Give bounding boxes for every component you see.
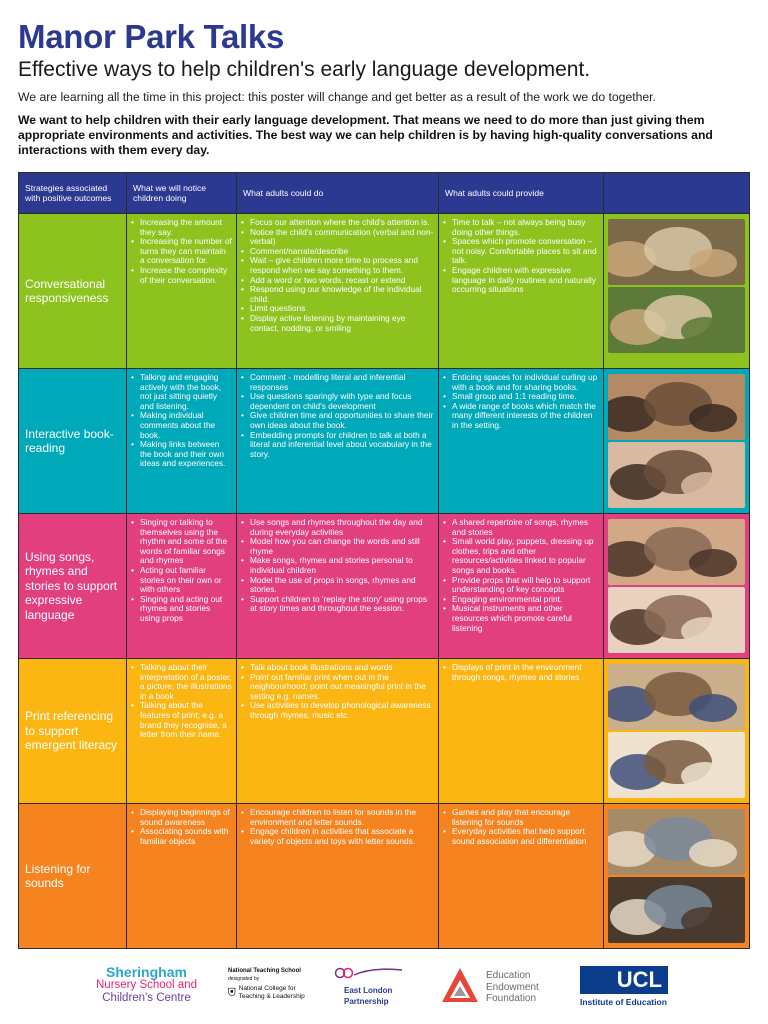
ucl-institute: Institute of Education [580,997,667,1007]
list-item: • Increasing the number of turns they can maintain a conversation for. [131,237,232,266]
east-london-partnership-logo [332,966,412,1006]
list-item: • Notice the child's communication (verbal and non-verbal) [241,228,434,247]
list-item: • Making individual comments about the book. [131,411,232,440]
table-row [19,659,750,804]
table-row [19,214,750,369]
children-with-props-photo [608,587,745,653]
list-item: • Display active listening by maintaining eye contact, nodding, or smiling [241,314,434,333]
list-item: • Enticing spaces for individual curling up with a book and for sharing books. [443,373,599,392]
list-item: • Use activities to develop phonological awareness through rhymes, music etc. [241,701,434,720]
adults-provide-cell [439,369,604,514]
children-singing-photo [608,519,745,585]
strategies-table [18,172,750,949]
photos-cell [604,369,750,514]
list-item: • Respond using our knowledge of the individual child. [241,285,434,304]
list-item: • Support children to 'replay the story' using props at story times and throughout the session. [241,595,434,614]
list-item: • A wide range of books which match the many different interests of the children in the setting. [443,402,599,431]
notice-cell [127,214,237,369]
list-item: • Use questions sparingly with type and focus dependent on child's development [241,392,434,411]
list-item: • A shared repertoire of songs, rhymes and stories [443,518,599,537]
list-item: • Making links between the book and their own ideas and experiences. [131,440,232,469]
sheringham-logo-line1: Sheringham [106,964,187,980]
strategy-cell: Interactive book-reading [19,369,127,514]
list-item: • Increase the complexity of their conversation. [131,266,232,285]
list-item: • Time to talk – not always being busy doing other things. [443,218,599,237]
list-item: • Displays of print in the environment through songs, rhymes and stories [443,663,599,682]
adults-do-cell [237,214,439,369]
eef-logo [440,966,560,1009]
adult-reading-to-children-photo [608,664,745,730]
east-london-line1: East London [344,986,393,995]
national-teaching-school-logo [228,968,318,1000]
notice-cell [127,659,237,804]
brand-logos-photo [608,732,745,798]
eef-line1: Education [486,970,531,981]
list-item: • Singing or talking to themselves using the rhythm and some of the words of familiar songs and rhymes [131,518,232,566]
sheringham-logo-line2: Nursery School and [96,979,197,991]
children-reading-photo [608,374,745,440]
ucl-box [580,966,668,994]
list-item: • Point out familiar print when out in the neighbourhood; point out meaningful print in the setting e.g. names. [241,673,434,702]
sheringham-logo-line3: Children's Centre [102,992,191,1004]
page-title: Manor Park Talks [18,18,285,55]
crest-icon [228,985,236,999]
eef-line2: Endowment [486,981,539,993]
eef-line3: Foundation [486,993,537,1004]
list-item: • Engaging environmental print. [443,595,599,605]
list-item: • Engage children with expressive language in daily routines and naturally occurring situations [443,266,599,295]
table-row [19,369,750,514]
adults-do-cell [237,369,439,514]
page-subtitle: Effective ways to help children's early language development. [18,58,591,81]
adults-provide-cell [439,659,604,804]
children-outdoor-play-photo [608,219,745,285]
children-at-table-photo [608,809,745,875]
intro-text: We are learning all the time in this project: this poster will change and get better as a result of the work we do together. [18,90,656,104]
list-item: • Games and play that encourage listening for sounds [443,808,599,827]
sheringham-logo [96,966,197,1005]
adults-do-cell [237,514,439,659]
header-adults-provide: What adults could provide [439,173,604,214]
list-item: • Talking about the features of print; e.g. a brand they recognise, a letter from their name. [131,701,232,739]
photos-cell [604,659,750,804]
list-item: • Comment - modelling literal and inferential responses [241,373,434,392]
intro-bold-text: We want to help children with their early language development. That means we need to do more than just giving them appropriate environments and activities. The best way we can help children is by having high-quality conversations and interactions with them every day. [18,113,713,157]
notice-cell [127,369,237,514]
list-item: • Spaces which promote conversation – not noisy. Comfortable places to sit and talk. [443,237,599,266]
table-row [19,514,750,659]
photos-cell [604,514,750,659]
list-item: • Make songs, rhymes and stories personal to individual children [241,556,434,575]
list-item: • Displaying beginnings of sound awareness [131,808,232,827]
ucl-logo [580,966,680,1007]
nts-designated: designated by [228,975,260,982]
list-item: • Provide props that will help to support understanding of key concepts [443,576,599,595]
table-row [19,804,750,949]
list-item: • Singing and acting out rhymes and stories using props [131,595,232,624]
list-item: • Focus our attention where the child's attention is. [241,218,434,228]
list-item: • Add a word or two words, recast or extend [241,276,434,286]
nts-heading: National Teaching School [228,968,301,974]
nts-college: National College for Teaching & Leadership [238,985,305,1000]
east-london-swirl-icon [332,967,404,979]
strategy-cell: Conversational responsiveness [19,214,127,369]
photos-cell [604,214,750,369]
east-london-line2: Partnership [344,997,389,1006]
table-header-row [19,173,750,214]
list-item: • Engage children in activities that associate a variety of objects and toys with letter sounds. [241,827,434,846]
strategy-cell: Using songs, rhymes and stories to support expressive language [19,514,127,659]
eef-triangle-icon [440,966,480,1004]
adult-with-children-photo [608,287,745,353]
list-item: • Small group and 1:1 reading time. [443,392,599,402]
photos-cell [604,804,750,949]
adults-provide-cell [439,804,604,949]
adults-provide-cell [439,214,604,369]
list-item: • Musical instruments and other resources which promote careful listening [443,604,599,633]
notice-cell [127,514,237,659]
list-item: • Small world play, puppets, dressing up clothes, trips and other resources/activities linked to popular songs and books. [443,537,599,575]
list-item: • Encourage children to listen for sounds in the environment and letter sounds. [241,808,434,827]
list-item: • Associating sounds with familiar objects [131,827,232,846]
header-adults-do: What adults could do [237,173,439,214]
list-item: • Talk about book illustrations and words [241,663,434,673]
adult-with-child-photo [608,877,745,943]
list-item: • Talking and engaging actively with the book, not just sitting quietly and listening. [131,373,232,411]
list-item: • Acting out familiar stories on their own or with others [131,566,232,595]
header-photos [604,173,750,214]
list-item: • Model the use of props in songs, rhymes and stories. [241,576,434,595]
adult-sharing-book-photo [608,442,745,508]
adults-do-cell [237,659,439,804]
adults-do-cell [237,804,439,949]
list-item: • Embedding prompts for children to talk at both a literal and inferential level about vocabulary in the story. [241,431,434,460]
header-strategies: Strategies associated with positive outcomes [19,173,127,214]
notice-cell [127,804,237,949]
list-item: • Wait – give children more time to process and respond when we say something to them. [241,256,434,275]
strategy-cell: Print referencing to support emergent literacy [19,659,127,804]
list-item: • Use songs and rhymes throughout the day and during everyday activities [241,518,434,537]
adults-provide-cell [439,514,604,659]
footer-logos [0,958,768,1018]
list-item: • Everyday activities that help support sound association and differentiation [443,827,599,846]
list-item: • Talking about their interpretation of a poster, a picture, the illustrations in a book [131,663,232,701]
list-item: • Increasing the amount they say. [131,218,232,237]
list-item: • Limit questions [241,304,434,314]
list-item: • Comment/narrate/describe [241,247,434,257]
strategy-cell: Listening for sounds [19,804,127,949]
ucl-text: UCL [616,967,662,992]
list-item: • Give children time and opportunities to share their own ideas about the book. [241,411,434,430]
header-notice: What we will notice children doing [127,173,237,214]
list-item: • Model how you can change the words and still rhyme [241,537,434,556]
